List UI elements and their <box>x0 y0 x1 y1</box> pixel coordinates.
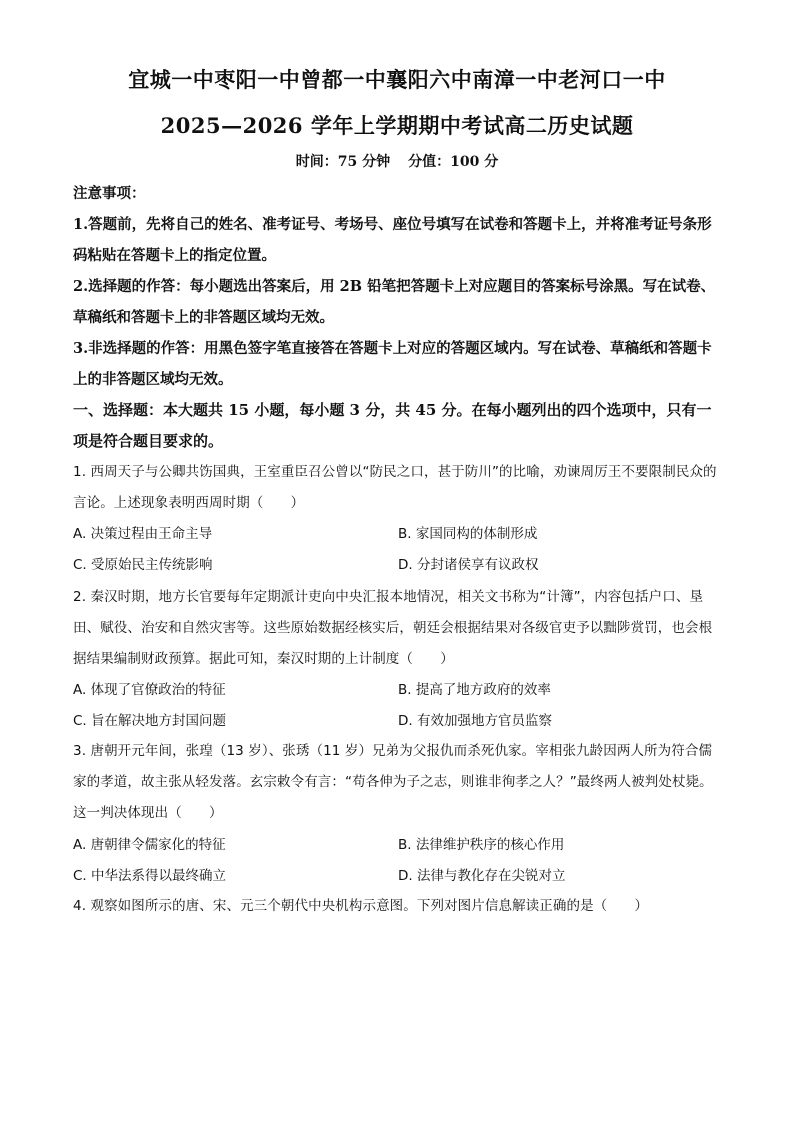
question-3-option-b: B. 法律维护秩序的核心作用 <box>398 837 565 853</box>
question-2-option-a: A. 体现了官僚政治的特征 <box>73 682 226 698</box>
notice-list <box>73 209 725 395</box>
question-1-stem: 1. 西周天子与公卿共饬国典，王室重臣召公曾以“防民之口，甚于防川”的比喻，劝谏周厉王不要限制民众的言论。上述现象表明西周时期（ ） <box>73 464 717 511</box>
question-2-option-d: D. 有效加强地方官员监察 <box>398 713 552 729</box>
question-1-option-c: C. 受原始民主传统影响 <box>73 557 213 573</box>
exam-time: 时间：75 分钟 <box>295 154 391 170</box>
question-2-option-b: B. 提高了地方政府的效率 <box>398 682 551 698</box>
question-3-stem: 3. 唐朝开元年间，张瑝（13 岁）、张琇（11 岁）兄弟为父报仇而杀死仇家。宰相张九龄因两人所为符合儒家的孝道，故主张从轻发落。玄宗敕令有言：“苟各伸为子之志，则谁非徇孝之人？”最终两人被判处杖毙。这一判决体现出（ ） <box>73 743 713 821</box>
exam-score: 分值：100 分 <box>408 154 499 170</box>
section-1-heading: 一、选择题：本大题共 15 小题，每小题 3 分，共 45 分。在每小题列出的四个选项中，只有一项是符合题目要求的。 <box>73 401 712 450</box>
question-2-option-c: C. 旨在解决地方封国问题 <box>73 713 227 729</box>
question-4-stem: 4. 观察如图所示的唐、宋、元三个朝代中央机构示意图。下列对图片信息解读正确的是（ ） <box>73 898 649 914</box>
exam-meta <box>0 151 794 171</box>
question-1-option-b: B. 家国同构的体制形成 <box>398 526 538 542</box>
notice-item-2: 2.选择题的作答：每小题选出答案后，用 2B 铅笔把答题卡上对应题目的答案标号涂黑。写在试卷、草稿纸和答题卡上的非答题区域均无效。 <box>73 278 716 326</box>
question-3-option-a: A. 唐朝律令儒家化的特征 <box>73 837 226 853</box>
exam-title: 2025—2026 学年上学期期中考试高二历史试题 <box>160 113 634 138</box>
question-1-option-d: D. 分封诸侯享有议政权 <box>398 557 539 573</box>
notice-item-1: 1.答题前，先将自己的姓名、准考证号、考场号、座位号填写在试卷和答题卡上，并将准考证号条形码粘贴在答题卡上的指定位置。 <box>73 216 712 264</box>
question-3-option-c: C. 中华法系得以最终确立 <box>73 868 227 884</box>
question-3-option-d: D. 法律与教化存在尖锐对立 <box>398 868 566 884</box>
question-2-stem: 2. 秦汉时期，地方长官要每年定期派计吏向中央汇报本地情况，相关文书称为“计簿”，内容包括户口、垦田、赋役、治安和自然灾害等。这些原始数据经核实后，朝廷会根据结果对各级官吏予以黜陟赏罚，也会根据结果编制财政预算。据此可知，秦汉时期的上计制度（ ） <box>73 589 713 667</box>
schools-title: 宜城一中枣阳一中曾都一中襄阳六中南漳一中老河口一中 <box>128 67 666 92</box>
notice-heading: 注意事项： <box>73 185 146 202</box>
question-1-option-a: A. 决策过程由王命主导 <box>73 526 213 542</box>
notice-item-3: 3.非选择题的作答：用黑色签字笔直接答在答题卡上对应的答题区域内。写在试卷、草稿纸和答题卡上的非答题区域均无效。 <box>73 340 712 388</box>
